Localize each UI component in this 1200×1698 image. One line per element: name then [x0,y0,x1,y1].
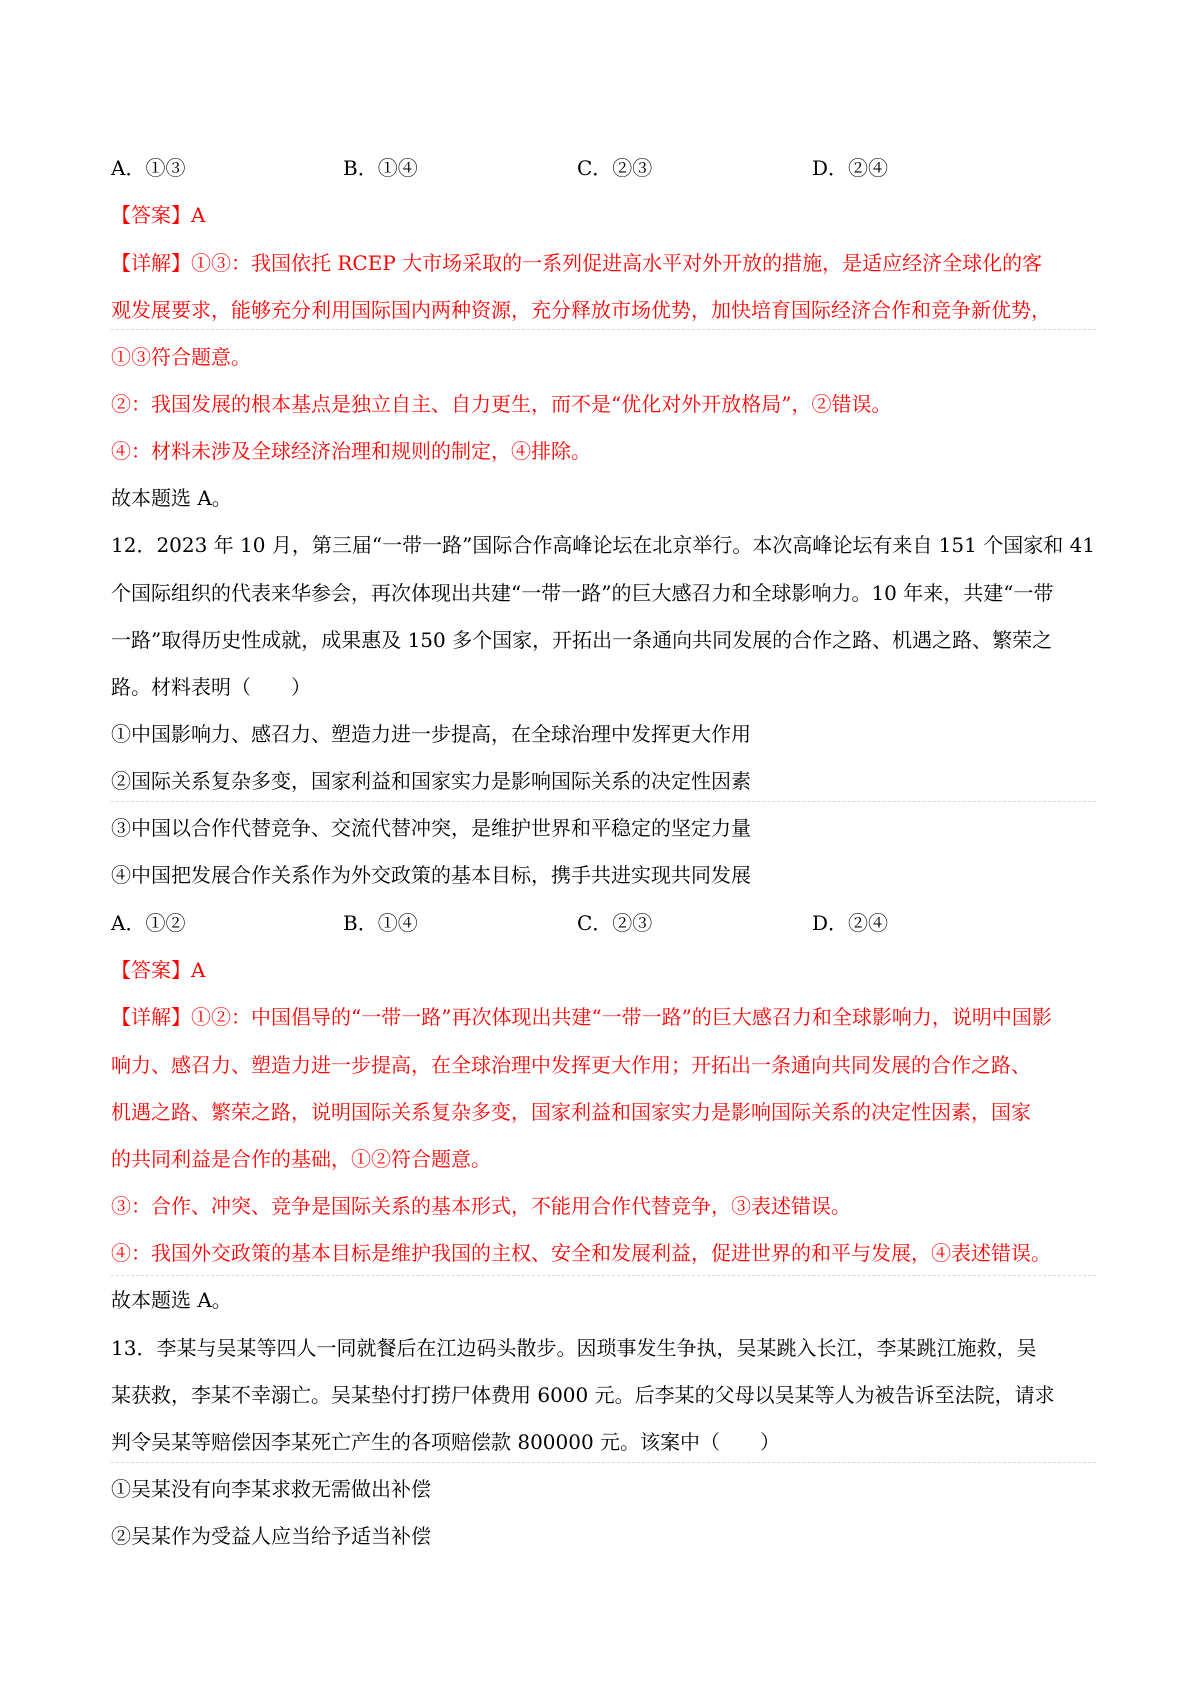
q12-item-1: ①中国影响力、感召力、塑造力进一步提高，在全球治理中发挥更大作用 [111,722,751,746]
q12-explanation-line-3: 机遇之路、繁荣之路，说明国际关系复杂多变，国家利益和国家实力是影响国际关系的决定性因素，国家 [111,1100,1031,1124]
q12-stem-line-2: 个国际组织的代表来华参会，再次体现出共建“一带一路”的巨大感召力和全球影响力。10 年来，共建“一带 [111,581,1054,605]
q12-explanation-line-4: 的共同利益是合作的基础，①②符合题意。 [111,1147,491,1171]
q12-option-d: D．②④ [812,911,889,935]
q11-option-a: A．①③ [111,156,186,180]
q12-stem-line-4: 路。材料表明（ ） [111,675,311,699]
q12-conclusion: 故本题选 A。 [111,1288,232,1312]
q12-explanation-line-2: 响力、感召力、塑造力进一步提高，在全球治理中发挥更大作用；开拓出一条通向共同发展的合作之路、 [111,1053,1031,1077]
q12-stem-line-1: 12．2023 年 10 月，第三届“一带一路”国际合作高峰论坛在北京举行。本次高峰论坛有来自 151 个国家和 41 [111,533,1096,557]
q13-item-1: ①吴某没有向李某求救无需做出补偿 [111,1477,431,1501]
q13-stem-line-2: 某获救，李某不幸溺亡。吴某垫付打捞尸体费用 6000 元。后李某的父母以吴某等人为被告诉至法院，请求 [111,1383,1055,1407]
q12-explanation-line-5: ③：合作、冲突、竞争是国际关系的基本形式，不能用合作代替竞争，③表述错误。 [111,1194,851,1218]
q12-explanation-line-1: 【详解】①②：中国倡导的“一带一路”再次体现出共建“一带一路”的巨大感召力和全球影响力，说明中国影 [111,1005,1052,1029]
q11-explanation-line-3: ①③符合题意。 [111,345,251,369]
q11-answer: 【答案】A [111,203,206,227]
q13-stem-line-3: 判令吴某等赔偿因李某死亡产生的各项赔偿款 800000 元。该案中（ ） [111,1430,781,1454]
q11-conclusion: 故本题选 A。 [111,486,232,510]
q12-item-2: ②国际关系复杂多变，国家利益和国家实力是影响国际关系的决定性因素 [111,769,751,793]
q12-item-3: ③中国以合作代替竞争、交流代替冲突，是维护世界和平稳定的坚定力量 [111,816,751,840]
q12-option-a: A．①② [111,911,186,935]
q11-option-b: B．①④ [343,156,418,180]
q12-item-4: ④中国把发展合作关系作为外交政策的基本目标，携手共进实现共同发展 [111,863,751,887]
q11-explanation-line-1: 【详解】①③：我国依托 RCEP 大市场采取的一系列促进高水平对外开放的措施，是适应经济全球化的客 [111,251,1043,275]
q12-stem-line-3: 一路”取得历史性成就，成果惠及 150 多个国家，开拓出一条通向共同发展的合作之路、机遇之路、繁荣之 [111,628,1053,652]
q11-option-d: D．②④ [812,156,889,180]
dashed-divider [111,801,1096,802]
q12-option-c: C．②③ [577,911,653,935]
q13-stem-line-1: 13．李某与吴某等四人一同就餐后在江边码头散步。因琐事发生争执，吴某跳入长江，李某跳江施救，吴 [111,1336,1037,1360]
dashed-divider [111,1462,1096,1463]
q13-item-2: ②吴某作为受益人应当给予适当补偿 [111,1524,431,1548]
q11-explanation-line-4: ②：我国发展的根本基点是独立自主、自力更生，而不是“优化对外开放格局”，②错误。 [111,392,892,416]
q12-explanation-line-6: ④：我国外交政策的基本目标是维护我国的主权、安全和发展利益，促进世界的和平与发展，④表述错误。 [111,1241,1051,1265]
q11-explanation-line-5: ④：材料未涉及全球经济治理和规则的制定，④排除。 [111,439,591,463]
q12-answer: 【答案】A [111,958,206,982]
q12-option-b: B．①④ [343,911,418,935]
q11-explanation-line-2: 观发展要求，能够充分利用国际国内两种资源，充分释放市场优势，加快培育国际经济合作和竞争新优势， [111,298,1051,322]
q11-option-c: C．②③ [577,156,653,180]
dashed-divider [111,329,1096,330]
dashed-divider [111,1275,1096,1276]
